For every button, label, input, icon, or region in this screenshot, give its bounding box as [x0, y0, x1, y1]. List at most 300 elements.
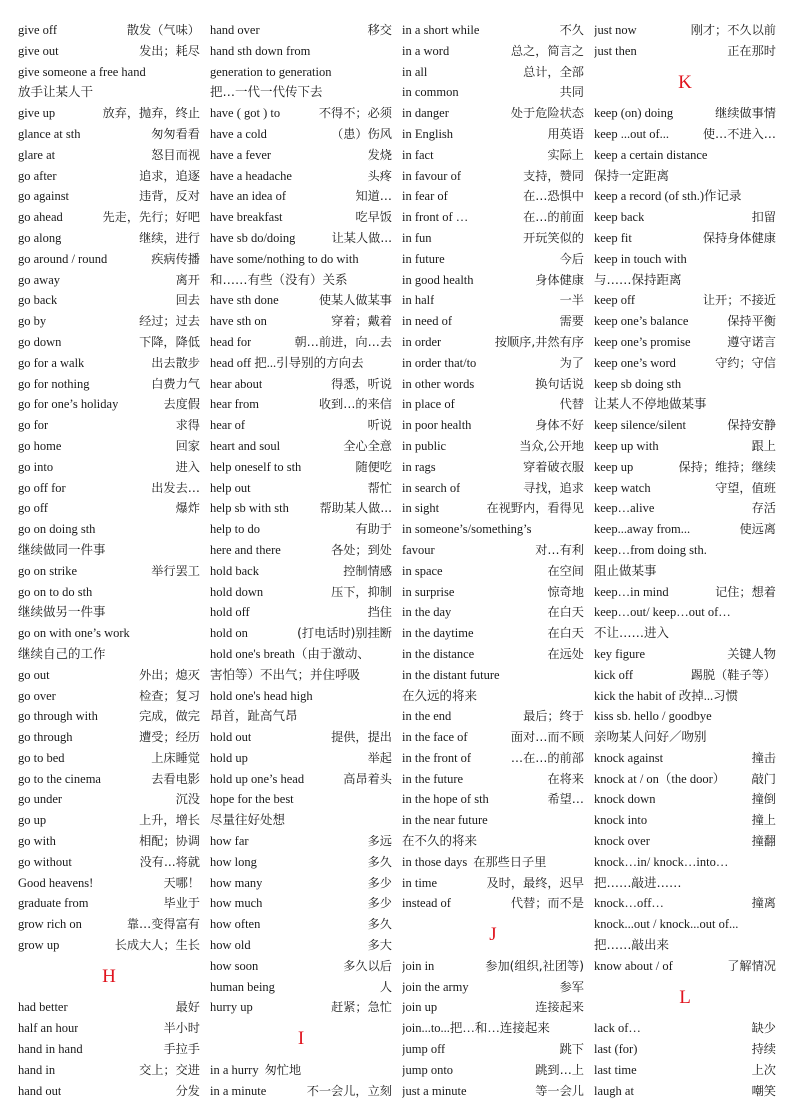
phrase-english: have a fever — [210, 147, 272, 162]
phrase-chinese: 换句话说 — [535, 376, 584, 391]
phrase-english: keep silence/silent — [594, 418, 686, 433]
phrase-chinese: 不久 — [559, 23, 584, 37]
phrase-english: hear about — [210, 376, 263, 391]
phrase-english: go against — [18, 189, 70, 204]
phrase-chinese: 代替；而不是 — [510, 896, 584, 911]
phrase-line: 把……敲出来 — [594, 937, 670, 953]
phrase-chinese: 多少 — [367, 875, 392, 890]
phrase-entry — [18, 748, 200, 769]
phrase-english: in common — [402, 85, 459, 100]
phrase-chinese: 举行罢工 — [151, 563, 200, 578]
phrase-chinese: 去度假 — [163, 397, 200, 412]
phrase-english: in the daytime — [402, 626, 474, 641]
phrase-english: give out — [18, 43, 59, 58]
phrase-chinese: 全心全意 — [343, 438, 392, 453]
phrase-chinese: 让某人做... — [331, 230, 392, 245]
phrase-chinese: 为了 — [559, 355, 584, 370]
phrase-entry — [210, 914, 392, 935]
phrase-chinese: 继续，进行 — [139, 230, 200, 245]
phrase-english: in place of — [402, 397, 455, 412]
phrase-entry — [594, 436, 776, 457]
phrase-chinese: 发出；耗尽 — [139, 43, 200, 58]
phrase-line: 继续做同一件事 — [18, 541, 106, 557]
phrase-english: how many — [210, 875, 263, 890]
phrase-entry — [18, 914, 200, 935]
phrase-english: hear of — [210, 418, 246, 433]
phrase-chinese: 记住；想着 — [715, 584, 776, 599]
phrase-chinese: 举起 — [367, 750, 392, 765]
phrase-entry — [402, 540, 584, 561]
phrase-english: hand in — [18, 1062, 56, 1077]
phrase-line: knock…in/ knock…into… — [594, 854, 729, 869]
phrase-chinese: …在…的前部 — [510, 750, 584, 765]
phrase-entry — [402, 977, 584, 998]
phrase-line: go on doing sth — [18, 522, 96, 537]
phrase-chinese: 穿着；戴着 — [331, 314, 392, 329]
phrase-chinese: 多久 — [367, 854, 392, 869]
phrase-english: laugh at — [594, 1083, 634, 1098]
phrase-chinese: 对…有利 — [535, 542, 584, 557]
phrase-chinese: 进入 — [175, 459, 200, 474]
phrase-entry — [402, 1018, 584, 1039]
phrase-entry — [402, 20, 584, 41]
phrase-entry — [210, 935, 392, 956]
phrase-line: 在久远的将来 — [402, 687, 478, 703]
column-4 — [594, 20, 776, 1101]
phrase-english: give off — [18, 23, 57, 37]
phrase-chinese: 上升，增长 — [139, 813, 200, 828]
phrase-entry — [210, 498, 392, 519]
phrase-chinese: 撞击 — [751, 750, 776, 765]
phrase-chinese: 参加(组织,社团等) — [485, 958, 584, 973]
phrase-entry — [18, 665, 200, 686]
phrase-entry — [402, 623, 584, 644]
phrase-line: hold one's head high — [210, 688, 313, 703]
phrase-entry — [402, 873, 584, 894]
phrase-entry — [594, 457, 776, 478]
phrase-entry — [210, 332, 392, 353]
phrase-entry — [210, 394, 392, 415]
phrase-chinese: 使远离 — [739, 522, 776, 537]
phrase-chinese: 关键人物 — [727, 646, 776, 661]
phrase-english: keep one’s promise — [594, 334, 691, 349]
phrase-english: in fact — [402, 147, 434, 162]
phrase-chinese: 天哪！ — [163, 875, 200, 890]
phrase-english: in order that/to — [402, 355, 477, 370]
phrase-chinese: 按顺序,井然有序 — [494, 334, 584, 349]
phrase-entry — [18, 270, 200, 291]
phrase-chinese: 敲门 — [751, 771, 776, 786]
phrase-english: knock over — [594, 834, 650, 849]
phrase-entry — [594, 893, 776, 914]
phrase-english: just now — [594, 23, 637, 37]
phrase-english: hand over — [210, 23, 260, 37]
phrase-entry — [210, 602, 392, 623]
phrase-english: help out — [210, 480, 251, 495]
phrase-entry — [402, 789, 584, 810]
phrase-chinese: 放弃，抛弃，终止 — [102, 106, 200, 121]
section-letter-l: L — [679, 986, 691, 1008]
phrase-entry — [594, 748, 776, 769]
phrase-entry — [210, 519, 392, 540]
phrase-entry — [210, 956, 392, 977]
phrase-entry — [210, 415, 392, 436]
phrase-line: 昂首，趾高气昂 — [210, 708, 298, 724]
phrase-entry — [18, 852, 200, 873]
section-letter-j: J — [489, 924, 497, 946]
phrase-chinese: 相配；协调 — [139, 834, 200, 849]
phrase-chinese: 手拉手 — [163, 1042, 200, 1057]
phrase-english: go for one’s holiday — [18, 397, 119, 412]
phrase-chinese: 最好 — [175, 1000, 200, 1015]
phrase-chinese: 扣留 — [751, 210, 776, 225]
phrase-entry — [18, 290, 200, 311]
phrase-english: jump off — [402, 1042, 446, 1057]
phrase-english: go off — [18, 501, 48, 516]
phrase-chinese: 当众,公开地 — [519, 438, 584, 453]
phrase-chinese: 移交 — [367, 23, 392, 37]
phrase-english: keep…in mind — [594, 584, 669, 599]
phrase-chinese: 帮助某人做... — [319, 501, 392, 516]
phrase-entry — [402, 311, 584, 332]
phrase-chinese: 保持安静 — [727, 418, 776, 433]
phrase-entry — [402, 602, 584, 623]
phrase-chinese: 多久以后 — [343, 958, 392, 973]
phrase-english: go to bed — [18, 750, 65, 765]
phrase-entry — [402, 956, 584, 977]
phrase-entry — [210, 20, 392, 41]
phrase-entry — [18, 457, 200, 478]
phrase-entry — [594, 290, 776, 311]
phrase-chinese: 撞上 — [751, 813, 776, 828]
phrase-line: hand sth down from — [210, 43, 311, 58]
phrase-english: go out — [18, 667, 50, 682]
phrase-entry — [18, 41, 200, 62]
phrase-chinese: 代替 — [559, 397, 584, 412]
phrase-entry — [594, 810, 776, 831]
phrase-entry — [594, 498, 776, 519]
phrase-chinese: 爆炸 — [175, 501, 200, 516]
phrase-entry — [594, 228, 776, 249]
phrase-entry — [18, 873, 200, 894]
phrase-chinese: 靠…变得富有 — [126, 917, 200, 932]
phrase-english: here and there — [210, 542, 281, 557]
phrase-chinese: 怒目而视 — [151, 147, 200, 162]
phrase-english: in the front of — [402, 750, 472, 765]
phrase-entry — [402, 415, 584, 436]
phrase-entry — [210, 769, 392, 790]
phrase-entry — [402, 82, 584, 103]
phrase-entry — [402, 394, 584, 415]
phrase-entry — [18, 394, 200, 415]
phrase-entry — [210, 124, 392, 145]
phrase-chinese: 求得 — [175, 418, 200, 433]
phrase-line: 亲吻某人问好／吻别 — [594, 729, 707, 745]
phrase-chinese: 匆忙地 — [264, 1062, 302, 1077]
phrase-line: in the distant future — [402, 667, 500, 682]
phrase-entry — [594, 644, 776, 665]
phrase-chinese: 总之，简言之 — [510, 43, 584, 58]
phrase-entry — [402, 249, 584, 270]
phrase-english: in those days — [402, 854, 468, 869]
phrase-english: keep one’s balance — [594, 314, 689, 329]
phrase-chinese: 收到…的来信 — [318, 397, 392, 412]
phrase-chinese: 先走，先行；好吧 — [102, 210, 200, 225]
phrase-chinese: 今后 — [559, 251, 584, 266]
phrase-english: in favour of — [402, 168, 462, 183]
section-letter-k: K — [678, 71, 692, 93]
phrase-chinese: 继续做事情 — [715, 106, 776, 121]
phrase-entry — [210, 582, 392, 603]
phrase-english: go for — [18, 418, 49, 433]
phrase-english: in front of … — [402, 210, 469, 225]
phrase-english: help to do — [210, 522, 260, 537]
phrase-entry — [402, 332, 584, 353]
phrase-entry — [18, 415, 200, 436]
phrase-line: keep a certain distance — [594, 147, 708, 162]
section-letter-i: I — [297, 1028, 305, 1050]
phrase-english: join up — [402, 1000, 438, 1015]
phrase-english: keep watch — [594, 480, 651, 495]
phrase-chinese: 白费力气 — [151, 376, 200, 391]
phrase-english: knock at / on（the door） — [594, 771, 726, 786]
phrase-english: in the future — [402, 771, 464, 786]
phrase-chinese: 多少 — [367, 896, 392, 911]
phrase-chinese: 疾病传播 — [151, 251, 200, 266]
phrase-english: had better — [18, 1000, 68, 1015]
phrase-english: how long — [210, 854, 257, 869]
phrase-english: how much — [210, 896, 263, 911]
phrase-entry — [210, 873, 392, 894]
phrase-chinese: 守约；守信 — [715, 355, 776, 370]
phrase-english: knock against — [594, 750, 664, 765]
phrase-line: 阻止做某事 — [594, 562, 657, 578]
phrase-entry — [18, 831, 200, 852]
phrase-english: favour — [402, 542, 435, 557]
phrase-entry — [594, 1039, 776, 1060]
phrase-entry — [18, 478, 200, 499]
phrase-line: 与……保持距离 — [594, 271, 682, 287]
phrase-english: graduate from — [18, 896, 89, 911]
phrase-chinese: 去看电影 — [151, 771, 200, 786]
phrase-chinese: 保持身体健康 — [702, 230, 776, 245]
phrase-entry — [18, 1039, 200, 1060]
phrase-english: give up — [18, 106, 56, 121]
phrase-chinese: 压下，抑制 — [331, 584, 392, 599]
phrase-chinese: 出发去… — [151, 480, 200, 495]
phrase-chinese: 下降，降低 — [139, 334, 200, 349]
phrase-english: grow rich on — [18, 917, 82, 932]
phrase-english: keep up with — [594, 438, 659, 453]
phrase-english: go up — [18, 813, 47, 828]
phrase-english: go down — [18, 334, 62, 349]
phrase-english: keep fit — [594, 230, 632, 245]
phrase-entry — [210, 997, 392, 1018]
phrase-entry — [18, 706, 200, 727]
phrase-english: in fear of — [402, 189, 448, 204]
phrase-english: go off for — [18, 480, 66, 495]
phrase-chinese: (打电话时)别挂断 — [297, 626, 392, 641]
phrase-line: hold one's breath（由于激动、 — [210, 646, 370, 661]
phrase-entry — [18, 124, 200, 145]
phrase-english: how old — [210, 938, 251, 953]
phrase-chinese: 上次 — [751, 1062, 776, 1077]
phrase-english: in surprise — [402, 584, 455, 599]
phrase-entry — [18, 207, 200, 228]
phrase-english: have a headache — [210, 168, 292, 183]
phrase-english: in all — [402, 64, 428, 79]
phrase-english: go after — [18, 168, 57, 183]
phrase-english: kick off — [594, 667, 633, 682]
phrase-english: in space — [402, 563, 443, 578]
phrase-entry — [210, 561, 392, 582]
phrase-english: hold off — [210, 605, 250, 620]
phrase-english: keep back — [594, 210, 645, 225]
phrase-chinese: 外出；熄灭 — [139, 667, 200, 682]
phrase-entry — [210, 1081, 392, 1102]
phrase-entry — [210, 831, 392, 852]
phrase-english: keep ...out of... — [594, 126, 669, 141]
phrase-english: hand out — [18, 1083, 62, 1098]
phrase-line: go on to do sth — [18, 584, 93, 599]
phrase-english: Good heavens! — [18, 875, 94, 890]
phrase-line: 尽量往好处想 — [210, 812, 286, 828]
phrase-entry — [594, 789, 776, 810]
phrase-entry — [18, 498, 200, 519]
phrase-chinese: 撞倒 — [751, 792, 776, 807]
phrase-line: keep…out/ keep…out of… — [594, 605, 731, 620]
phrase-chinese: 在远处 — [547, 646, 584, 661]
phrase-entry — [402, 498, 584, 519]
phrase-chinese: 共同 — [559, 85, 584, 100]
phrase-chinese: 违背，反对 — [139, 189, 200, 204]
phrase-english: hear from — [210, 397, 259, 412]
phrase-english: in half — [402, 293, 435, 308]
phrase-entry — [402, 997, 584, 1018]
phrase-chinese: 保持；维持；继续 — [678, 459, 776, 474]
phrase-english: human being — [210, 979, 275, 994]
phrase-chinese: 使某人做某事 — [318, 293, 392, 308]
phrase-chinese: 多远 — [367, 834, 392, 849]
phrase-chinese: 刚才；不久以前 — [690, 23, 776, 37]
phrase-english: go by — [18, 314, 47, 329]
phrase-chinese: 最后；终于 — [523, 709, 584, 724]
phrase-chinese: 希望… — [547, 792, 584, 807]
phrase-entry — [18, 332, 200, 353]
phrase-chinese: 正在那时 — [727, 43, 776, 58]
phrase-line: 和……有些（没有）关系 — [210, 271, 348, 287]
phrase-chinese: 经过；过去 — [139, 314, 200, 329]
phrase-chinese: 踢脱（鞋子等） — [690, 667, 776, 682]
phrase-chinese: 半小时 — [163, 1021, 200, 1036]
phrase-entry — [210, 103, 392, 124]
phrase-chinese: 挡住 — [367, 605, 392, 620]
phrase-chinese: 不得不；必须 — [318, 106, 392, 121]
phrase-chinese: 散发（气味） — [126, 23, 200, 37]
phrase-line: 保持一定距离 — [594, 167, 670, 183]
phrase-entry — [402, 166, 584, 187]
phrase-chinese: 回去 — [175, 293, 200, 308]
phrase-line: 继续做另一件事 — [18, 604, 106, 620]
phrase-english: hold up — [210, 750, 248, 765]
phrase-entry — [210, 977, 392, 998]
phrase-entry — [594, 332, 776, 353]
phrase-chinese: 连接起来 — [535, 1000, 584, 1015]
phrase-entry — [210, 228, 392, 249]
phrase-entry — [594, 124, 776, 145]
phrase-english: join in — [402, 958, 435, 973]
phrase-line: kick the habit of 改掉...习惯 — [594, 688, 739, 703]
phrase-english: knock into — [594, 813, 648, 828]
phrase-english: have sb do/doing — [210, 230, 296, 245]
phrase-chinese: 吃早饭 — [355, 210, 392, 225]
phrase-line: hope for the best — [210, 792, 294, 807]
phrase-entry — [594, 1060, 776, 1081]
phrase-chinese: 撞翻 — [751, 834, 776, 849]
phrase-entry — [594, 41, 776, 62]
phrase-entry — [402, 748, 584, 769]
phrase-entry — [402, 62, 584, 83]
phrase-english: go ahead — [18, 210, 63, 225]
phrase-english: in sight — [402, 501, 440, 516]
phrase-entry — [18, 997, 200, 1018]
phrase-chinese: 跳到…上 — [535, 1062, 584, 1077]
phrase-entry — [18, 893, 200, 914]
phrase-chinese: 离开 — [175, 272, 200, 287]
phrase-english: go over — [18, 688, 56, 703]
phrase-english: in the day — [402, 605, 452, 620]
phrase-line: keep a record (of sth.)作记录 — [594, 189, 742, 204]
phrase-english: in the face of — [402, 730, 468, 745]
phrase-english: have an idea of — [210, 189, 287, 204]
phrase-chinese: 持续 — [751, 1042, 776, 1057]
phrase-chinese: 实际上 — [547, 147, 584, 162]
phrase-chinese: 不一会儿，立刻 — [306, 1083, 392, 1098]
phrase-english: how soon — [210, 958, 259, 973]
phrase-chinese: 各处；到处 — [331, 542, 392, 557]
phrase-chinese: 等一会儿 — [535, 1083, 584, 1098]
phrase-english: in a short while — [402, 23, 480, 37]
phrase-english: know about / of — [594, 958, 673, 973]
phrase-chinese: 有助于 — [355, 522, 392, 537]
phrase-entry — [402, 374, 584, 395]
phrase-chinese: 支持，赞同 — [523, 168, 584, 183]
phrase-chinese: 守望，值班 — [715, 480, 776, 495]
phrase-chinese: 使…不进入… — [702, 126, 776, 141]
phrase-chinese: 在白天 — [547, 626, 584, 641]
phrase-english: just then — [594, 43, 637, 58]
phrase-chinese: 回家 — [175, 438, 200, 453]
phrase-line: 在不久的将来 — [402, 833, 478, 849]
phrase-english: last (for) — [594, 1042, 638, 1057]
phrase-chinese: 一半 — [559, 293, 584, 308]
phrase-chinese: 身体不好 — [535, 418, 584, 433]
phrase-english: keep one’s word — [594, 355, 676, 370]
phrase-english: hurry up — [210, 1000, 253, 1015]
phrase-entry — [594, 582, 776, 603]
phrase-chinese: 交上；交进 — [139, 1062, 200, 1077]
phrase-english: in future — [402, 251, 445, 266]
phrase-english: heart and soul — [210, 438, 281, 453]
phrase-english: grow up — [18, 938, 60, 953]
phrase-entry — [18, 1018, 200, 1039]
phrase-entry — [18, 769, 200, 790]
phrase-entry — [18, 810, 200, 831]
phrase-entry — [402, 644, 584, 665]
phrase-english: have ( got ) to — [210, 106, 281, 121]
phrase-chinese: 寻找，追求 — [523, 480, 584, 495]
phrase-line: 把…一代一代传下去 — [210, 84, 323, 100]
